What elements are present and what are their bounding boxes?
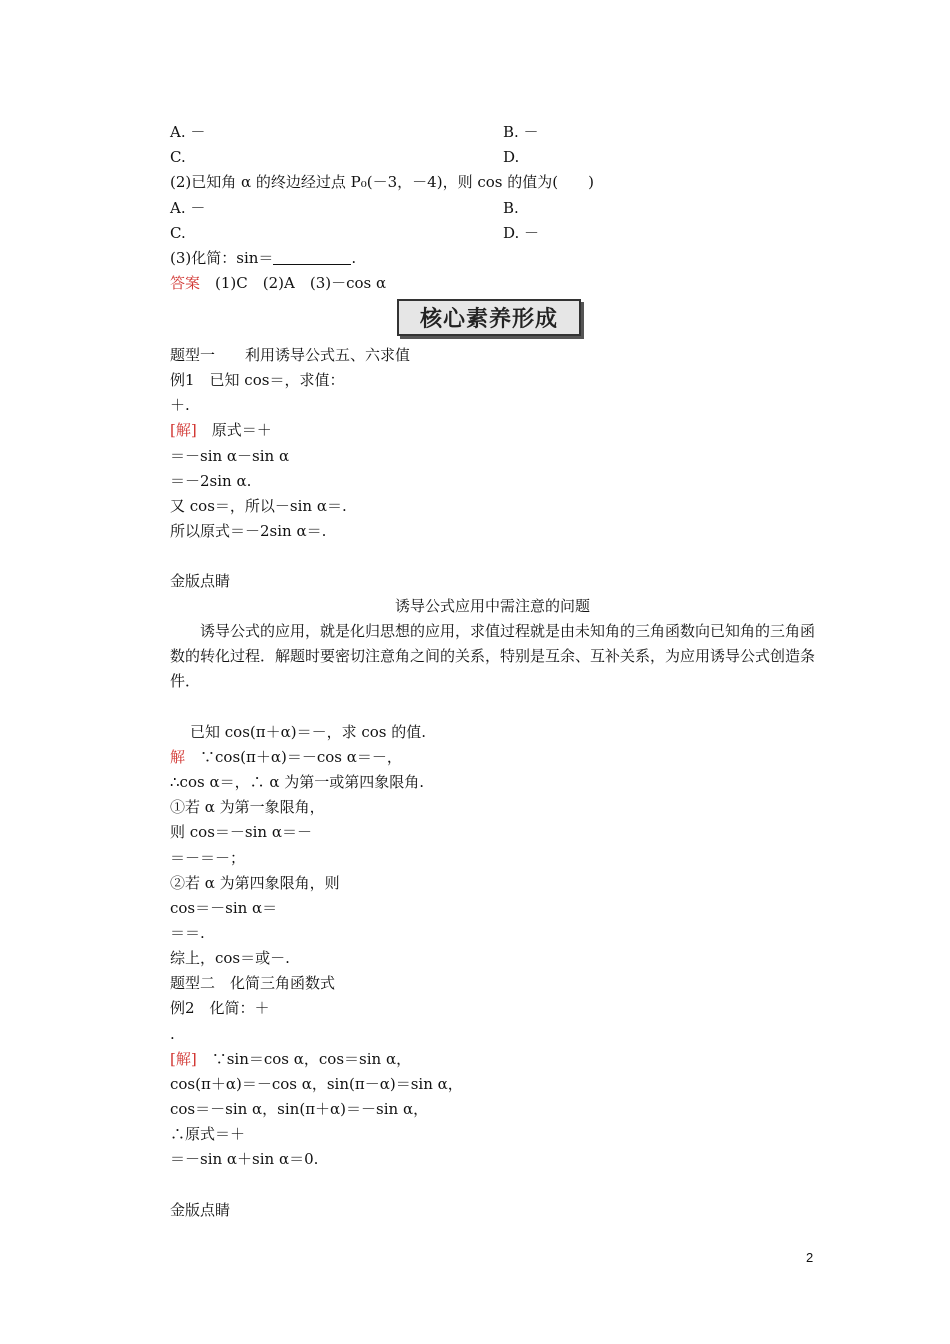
solution2-label: [解]	[170, 1050, 197, 1068]
practice-line7: cos＝－sin α＝	[170, 899, 278, 917]
solution2-line3: cos＝－sin α，sin(π＋α)＝－sin α，	[170, 1100, 429, 1118]
q1-option-a: A. －	[170, 123, 206, 141]
tip1-title: 诱导公式应用中需注意的问题	[394, 597, 590, 615]
q1-option-b: B. －	[503, 123, 539, 141]
practice-solution-label: 解	[170, 748, 186, 766]
solution1-line4: 又 cos＝，所以－sin α＝.	[170, 497, 347, 515]
practice-line2: ∴cos α＝，∴ α 为第一或第四象限角.	[170, 773, 425, 791]
type2-title: 题型二 化简三角函数式	[170, 974, 336, 992]
q2-option-c: C.	[170, 224, 186, 242]
practice-line4: 则 cos＝－sin α＝－	[170, 823, 312, 841]
answer-text: (1)C (2)A (3)－cos α	[215, 274, 387, 292]
tip2-label: 金版点睛	[170, 1201, 231, 1219]
answer-line	[170, 273, 386, 293]
tip1-body: 诱导公式的应用，就是化归思想的应用，求值过程就是由未知角的三角函数向已知角的三角函数的转化过程．解题时要密切注意角之间的关系，特别是互余、互补关系，为应用诱导公式创造条件．	[170, 622, 816, 690]
solution1-line1	[170, 420, 272, 440]
q3-stem	[170, 248, 356, 268]
q1-option-d: D.	[503, 148, 520, 166]
q2-option-b: B.	[503, 199, 519, 217]
practice-question: 已知 cos(π＋α)＝－，求 cos 的值.	[190, 723, 427, 741]
q3-stem-end: .	[351, 249, 357, 267]
practice-line1	[170, 747, 402, 767]
answer-blank	[273, 250, 351, 265]
tip1-label: 金版点睛	[170, 572, 231, 590]
solution1-text: 原式＝＋	[196, 421, 272, 439]
solution2-line1-text: ∵sin＝cos α，cos＝sin α，	[196, 1050, 412, 1068]
solution1-line2: ＝－sin α－sin α	[170, 447, 290, 465]
example1-label: 例1 已知 cos＝，求值：	[170, 371, 345, 389]
solution1-line5: 所以原式＝－2sin α＝.	[170, 522, 327, 540]
example2-continuation: .	[170, 1025, 175, 1043]
solution2-line1	[170, 1049, 411, 1069]
solution1-label: [解]	[170, 421, 197, 439]
q3-stem-text: (3)化简：sin＝	[170, 249, 274, 267]
practice-line1-text: ∵cos(π＋α)＝－cos α＝－，	[185, 748, 402, 766]
q1-option-c: C.	[170, 148, 186, 166]
practice-line3: ①若 α 为第一象限角，	[170, 798, 325, 816]
solution2-line5: ＝－sin α＋sin α＝0.	[170, 1150, 319, 1168]
practice-line5: ＝－＝－；	[170, 849, 246, 867]
type1-title: 题型一 利用诱导公式五、六求值	[170, 346, 411, 364]
practice-line9: 综上，cos＝或－.	[170, 949, 290, 967]
example2-label: 例2 化简：＋	[170, 999, 270, 1017]
solution1-line3: ＝－2sin α.	[170, 472, 252, 490]
q2-option-d: D. －	[503, 224, 540, 242]
solution2-line4: ∴原式＝＋	[170, 1125, 246, 1143]
q2-stem: (2)已知角 α 的终边经过点 P₀(－3，－4)，则 cos 的值为( )	[170, 173, 594, 191]
solution2-line2: cos(π＋α)＝－cos α，sin(π－α)＝sin α，	[170, 1075, 463, 1093]
example1-expression: ＋.	[170, 396, 190, 414]
q2-option-a: A. －	[170, 199, 206, 217]
page-number: 2	[806, 1250, 814, 1265]
practice-line8: ＝＝.	[170, 924, 205, 942]
practice-line6: ②若 α 为第四象限角，则	[170, 874, 340, 892]
section-banner: 核心素养形成	[397, 299, 581, 336]
answer-label: 答案	[170, 274, 201, 292]
